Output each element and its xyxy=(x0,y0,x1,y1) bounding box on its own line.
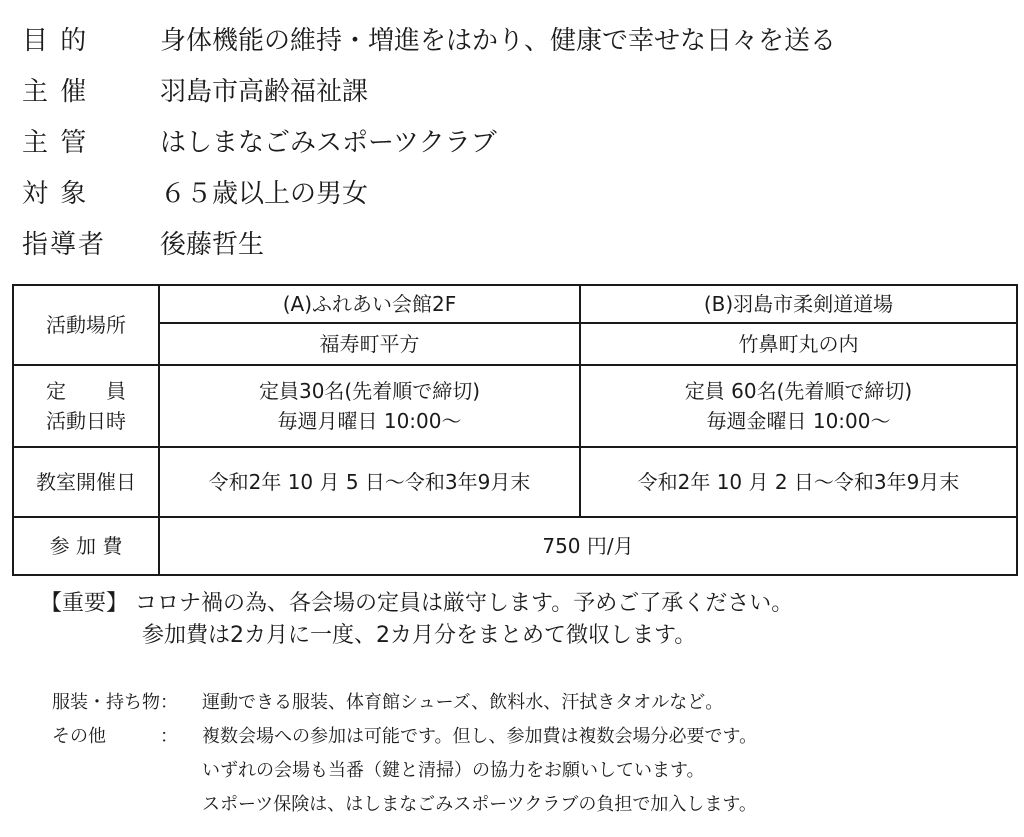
info-row-purpose xyxy=(22,24,836,58)
info-row-organizer xyxy=(22,75,368,109)
notes-other-text-1: 複数会場への参加は可能です。但し、参加費は複数会場分必要です。 xyxy=(202,726,758,747)
notice-important: 【重要】 コロナ禍の為、各会場の定員は厳守します。予めご了承ください。 xyxy=(40,591,794,616)
info-value: ６５歳以上の男女 xyxy=(160,179,369,209)
venue-a-name-cell: (A)ふれあい会館2F xyxy=(159,285,580,323)
notes-items-row xyxy=(52,686,723,720)
notes-items-label: 服装・持ち物： xyxy=(52,692,178,713)
info-label: 目 的 xyxy=(22,26,89,56)
b-capacity: 定員 60名(先着順で締切) xyxy=(684,379,913,403)
table-row xyxy=(13,517,1017,575)
schedule-label: 活動日時 xyxy=(46,409,126,433)
info-row-target xyxy=(22,177,368,211)
table-row xyxy=(13,447,1017,517)
info-value: 身体機能の維持・増進をはかり、健康で幸せな日々を送る xyxy=(160,26,837,56)
notes-other-text-3: スポーツ保険は、はしまなごみスポーツクラブの負担で加入します。 xyxy=(202,794,757,815)
info-value: 羽島市高齢福祉課 xyxy=(160,77,369,107)
info-value: 後藤哲生 xyxy=(160,230,265,260)
info-row-instructor xyxy=(22,228,264,262)
notes-other-label: その他 ： xyxy=(52,726,178,747)
info-label: 対 象 xyxy=(22,179,89,209)
period-label-cell: 教室開催日 xyxy=(13,447,159,517)
venue-b-capacity-cell xyxy=(580,365,1017,447)
table-row xyxy=(13,323,1017,365)
table-row xyxy=(13,285,1017,323)
fee-label-cell: 参 加 費 xyxy=(13,517,159,575)
notice-fee: 参加費は2カ月に一度、2カ月分をまとめて徴収します。 xyxy=(142,623,697,648)
notes-items-text: 運動できる服装、体育館シューズ、飲料水、汗拭きタオルなど。 xyxy=(202,692,724,713)
table-row xyxy=(13,365,1017,447)
notes-other-row-2 xyxy=(52,754,705,788)
info-row-manager xyxy=(22,126,497,160)
notes-other-row-3 xyxy=(52,788,757,822)
venue-b-period-cell: 令和2年 10 月 2 日～令和3年9月末 xyxy=(580,447,1017,517)
b-schedule: 毎週金曜日 10:00～ xyxy=(706,409,891,433)
venue-b-area-cell: 竹鼻町丸の内 xyxy=(580,323,1017,365)
venue-a-capacity-cell xyxy=(159,365,580,447)
info-value: はしまなごみスポーツクラブ xyxy=(160,128,497,158)
a-schedule: 毎週月曜日 10:00～ xyxy=(277,409,462,433)
venue-a-area-cell: 福寿町平方 xyxy=(159,323,580,365)
info-label: 主 催 xyxy=(22,77,89,107)
venue-label-cell: 活動場所 xyxy=(13,285,159,365)
venue-a-period-cell: 令和2年 10 月 5 日～令和3年9月末 xyxy=(159,447,580,517)
capacity-schedule-label-cell xyxy=(13,365,159,447)
schedule-table xyxy=(12,284,1018,576)
capacity-label: 定 員 xyxy=(46,379,126,403)
fee-value-cell: 750 円/月 xyxy=(159,517,1017,575)
info-label: 指導者 xyxy=(22,230,107,260)
info-label: 主 管 xyxy=(22,128,89,158)
notes-other-row xyxy=(52,720,757,754)
a-capacity: 定員30名(先着順で締切) xyxy=(258,379,481,403)
venue-b-name-cell: (B)羽島市柔剣道道場 xyxy=(580,285,1017,323)
notes-other-text-2: いずれの会場も当番（鍵と清掃）の協力をお願いしています。 xyxy=(202,760,705,781)
